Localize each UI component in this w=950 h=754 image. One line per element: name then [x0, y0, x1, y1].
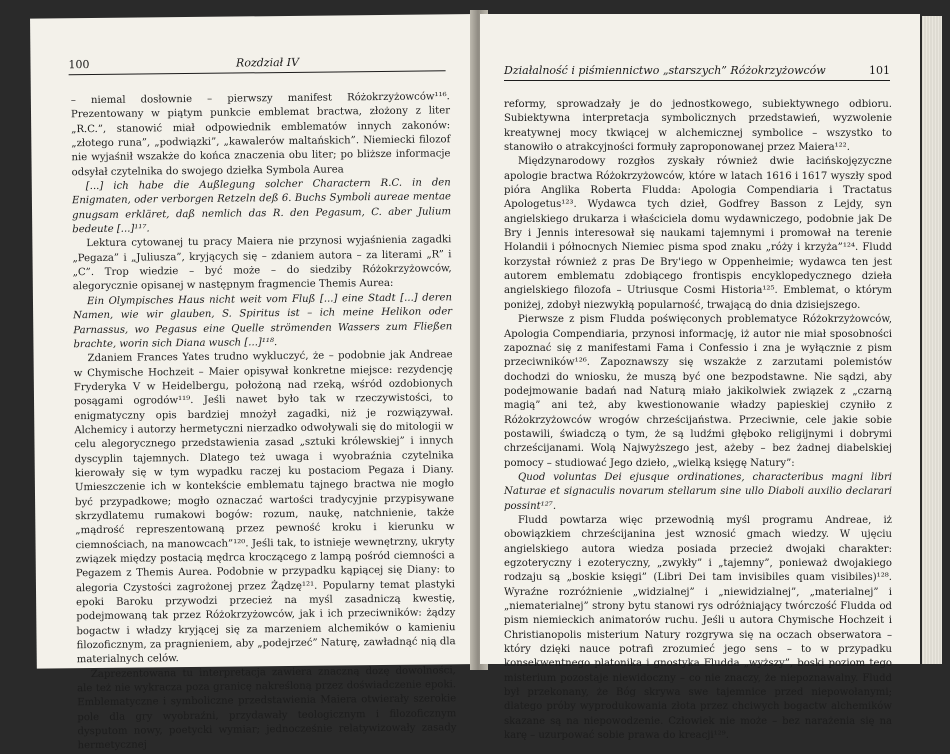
paragraph: Lektura cytowanej tu pracy Maiera nie przynosi wyjaśnienia zagadki „Pegaza” i „Juliusza”, kryjących się – zdaniem autora – za literami „R” i „C”. Trop wiedzie – być może – do siedziby Różokrzyżowców, alegorycznie opisanej w następnym fragmencie Themis Aurea:: [72, 234, 452, 293]
paragraph: Zdaniem Frances Yates trudno wykluczyć, że – podobnie jak Andreae w Chymische Hochzeit – Maier opisywał konkretne miejsce: rezydencję Fryderyka V w Heidelbergu, położoną nad rzeką, wśród ozdobionych posągami ogrodów¹¹⁹. Jeśli nawet było tak w rzeczywistości, to enigmatyczny opis bardziej mnożył zagadki, niż je rozwiązywał. Alchemicy i autorzy hermetyczni nierzadko odwoływali się do mitologii w celu alegorycznego przedstawienia zasad „sztuki królewskiej” i innych dyscyplin tajemnych. Dlatego też uwaga i wyobraźnia czytelnika kierowały się w tym wypadku raczej ku postaciom Pegaza i Diany. Umieszczenie ich w kontekście emblematu tajnego bractwa nie mogło być przypadkowe; mogło oznaczać wartości tradycyjnie przypisywane skrzydlatemu rumakowi bogów: rozum, naukę, natchnienie, także „mądrość represzentowaną przez pewność kroku i kierunku w ciemnościach, na manowcach”¹²⁰. Jeśli tak, to istnieje wewnętrzny, ukryty związek między postacią mędrca kroczącego z lampą pośród ciemności a Pegazem z Themis Aurea. Podobnie w przypadku kąpiącej się Diany: to alegoria Czystości zagrożonej przez Żądzę¹²¹. Popularny temat plastyki epoki Baroku przywodzi przecież na myśl zasadniczą kwestię, podejmowaną tak przez Różokrzyżowców, jak i ich przeciwników: żądzy bogactw i władzy kryjącej się za marzeniem alchemików o kamieniu filozoficznym, za pragnieniem, aby „podejrzeć” Naturę, zawładnąć nią dla materialnych celów.: [73, 349, 456, 666]
right-running-head: Działalność i piśmiennictwo „starszych” Różokrzyżowców: [504, 64, 826, 77]
paragraph: – niemal dosłownie – pierwszy manifest Różokrzyżowców¹¹⁶. Prezentowany w piątym punkcie emblemat bractwa, złożony z liter „R.C.”, stanowić miał odpowiednik emblematów innych zakonów: „złotego runa”, „podwiązki”, „kawalerów maltańskich”. Niemiecki filozof nie wyjaśnił wszakże do końca znaczenia obu liter; po bliższe informacje odsyłał czytelnika do swojego dziełka Symbola Aurea: [70, 91, 451, 178]
paragraph: Międzynarodowy rozgłos zyskały również dwie łacińskojęzyczne apologie bractwa Różokrzyżowców, które w latach 1616 i 1617 wyszły spod pióra Anglika Roberta Fludda: Apologia Compendiaria i Tractatus Apologetus¹²³. Wydawca tych dzieł, Godfrey Basson z Lejdy, syn angielskiego drukarza i właściciela domu wydawniczego, podobnie jak De Bry i Jennis interesował się naukami tajemnymi i promował na terenie Holandii i północnych Niemiec pisma spod znaku „róży i krzyża”¹²⁴. Fludd korzystał również z pras De Bry'iego w Oppenheimie; wydawca ten jest autorem emblematu zdobiącego frontispis encyklopedycznego dzieła angielskiego filozofa – Utriusque Cosmi Historia¹²⁵. Emblemat, o którym poniżej, zdobył niezwykłą popularność, trwającą do dnia dzisiejszego.: [504, 156, 892, 311]
paragraph: Pierwsze z pism Fludda poświęconych problematyce Różokrzyżowców, Apologia Compendiaria, przynosi informację, iż autor nie miał sposobności zapoznać się z manifestami Fama i Confessio i zna je wyłącznie z pism przeciwników¹²⁶. Zapoznawszy się wszakże z zarzutami polemistów dochodzi do wniosku, że muszą być one bezpodstawne. Nie sądzi, aby podejmowanie badań nad Naturą miało jakikolwiek związek z „czarną magią” ani też, aby kwestionowanie władzy papieskiej czyniło z Różokrzyżowców wrogów chrześcijaństwa. Przeciwnie, cele jakie sobie postawili, świadczą o tym, że są ludźmi głęboko religijnymi i dobrymi chrześcijanami. Wolą Najwyższego jest, ażeby – bez żadnej diabelskiej pomocy – studiować Jego dzieło, „wielką księgę Natury”:: [504, 314, 892, 469]
paragraph: Zaprezentowana tu interpretacja zawiera znaczną dozę dowolności, ale też nie wykracza poza granicę nakreśloną przez doświadczenie epoki. Emblematyczne i symboliczne przedstawienia Maiera otwierały szerokie pole dla gry wyobraźni, przydawały teologicznym i filozoficznym dysputom nowy, poetycki wymiar; jednocześnie relatywizowały zasady hermetycznej: [76, 664, 457, 752]
paragraph: Fludd powtarza więc przewodnią myśl programu Andreae, iż obowiązkiem chrześcijanina jest wznosić gmach wiedzy. W ujęciu angielskiego autora wiedza posiada przecież dwojaki charakter: egzoteryczny i ezoteryczny, „zwykły” i „tajemny”, ponieważ dwojakiego rodzaju są „boskie księgi” (Libri Dei tam invisibiles quam visibiles)¹²⁸. Wyraźne rozróżnienie „widzialnej” i „niewidzialnej”, „materialnej” i „niematerialnej” strony bytu stanowi rys odróżniający twórczość Fludda od pism niemieckich animatorów ruchu. Jeśli u autora Chymische Hochzeit i Christianopolis misterium Natury rozgrywa się na oczach obserwatora – który dzięki nauce potrafi zrozumieć jego sens – to w przypadku konsekwentnego platonika i gnostyka Fludda „wyższy”, boski poziom tego misterium pozostaje niewidoczny – co nie znaczy, że niepoznawalny. Fludd był przekonany, że Bóg skrywa swe tajemnice przed niepowołanymi; dlatego próby wyprodukowania złota przez chciwych bogactw alchemików skazane są na niepowodzenie. Człowiek nie może – bez narażenia się na karę – uzurpować sobie prawa do kreacji¹²⁹.: [504, 514, 892, 742]
right-page: [480, 14, 920, 742]
left-running-head: Rozdział IV: [235, 55, 300, 70]
right-page-text: [504, 98, 892, 743]
block-quote: Ein Olympisches Haus nicht weit vom Fluß [...] eine Stadt [...] deren Namen, wie wir glauben, S. Spiritus ist – ich meine Helikon oder Parnassus, wo Pegasus eine Quelle strömenden Wassers zum Fließen brachte, worin sich Diana wusch [...]¹¹⁸.: [73, 292, 453, 351]
page-edges: [922, 16, 942, 664]
left-page-text: [71, 90, 457, 754]
block-quote: Quod voluntas Dei ejusque ordinationes, characteribus magni libri Naturae et signaculis novarum stellarum sine ullo Diaboli auxilio declarari possint¹²⁷.: [504, 471, 892, 512]
right-page-header: [504, 64, 890, 81]
paragraph: reformy, sprowadzały je do jednostkowego, subiektywnego odbioru. Subiektywna interpretacja symbolicznych przedstawień, wyzwolenie kreatywnej mocy tkwiącej w alchemicznej symbolice – wszystko to stanowiło o atrakcyjności formuły zaproponowanej przez Maiera¹²².: [504, 99, 892, 154]
block-quote: [...] ich habe die Außlegung solcher Charactern R.C. in den Enigmaten, oder verborgen Retzeln deß 6. Buchs Symboli aureae mentae gnugsam erkläret, daß nemlich das R. den Pegasum, C. aber Julium bedeute [...]¹¹⁷.: [71, 177, 452, 236]
left-page-header: [68, 54, 445, 75]
left-page: [30, 14, 482, 752]
left-page-number: 100: [68, 58, 90, 72]
right-page-number: 101: [869, 64, 890, 77]
